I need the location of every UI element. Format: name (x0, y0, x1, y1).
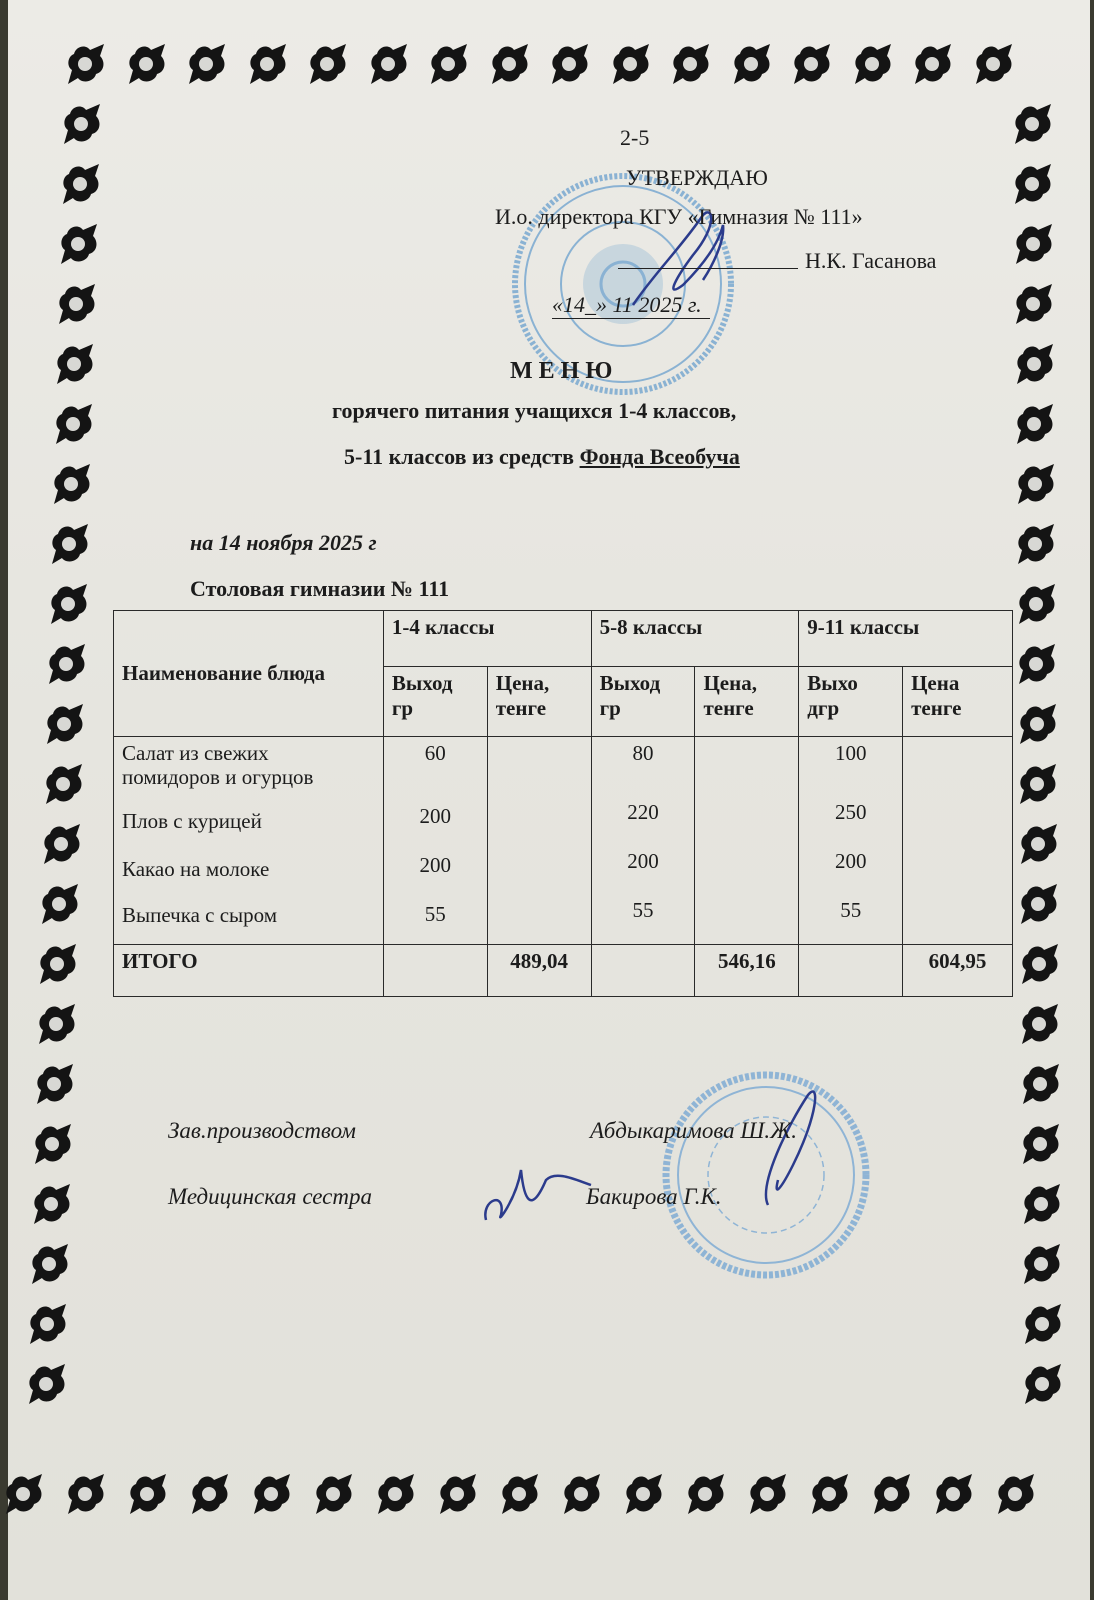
ornament-icon (620, 1470, 666, 1516)
ornament-icon (31, 1060, 77, 1106)
ornament-icon (1013, 580, 1059, 626)
ornament-icon (51, 340, 97, 386)
ornament-icon (372, 1470, 418, 1516)
dish-name: Какао на молоке (122, 857, 270, 881)
ornament-icon (1011, 400, 1057, 446)
ornament-icon (1018, 1240, 1064, 1286)
ornament-icon (728, 40, 774, 86)
ornament-icon (29, 1120, 75, 1166)
ornament-icon (546, 40, 592, 86)
ornament-icon (1013, 640, 1059, 686)
ornament-icon (46, 520, 92, 566)
header-dish: Наименование блюда (114, 611, 384, 737)
ornament-icon (682, 1470, 728, 1516)
ornament-icon (788, 40, 834, 86)
page-number: 2-5 (620, 125, 650, 150)
ornament-icon (806, 1470, 852, 1516)
document-title: М Е Н Ю (510, 358, 613, 384)
signature-role: Медицинская сестра (168, 1184, 372, 1209)
ornament-icon (34, 940, 80, 986)
ornament-icon (1017, 1060, 1063, 1106)
ornament-icon (1015, 820, 1061, 866)
ornament-icon (1019, 1360, 1065, 1406)
total-label: ИТОГО (114, 945, 384, 997)
header-yield: Выход гр (383, 667, 487, 737)
ornament-icon (930, 1470, 976, 1516)
ornament-icon (909, 40, 955, 86)
ornament-icon (48, 460, 94, 506)
ornament-icon (849, 40, 895, 86)
header-group-1-4: 1-4 классы (383, 611, 591, 667)
menu-table (113, 610, 1013, 997)
ornament-icon (1010, 220, 1056, 266)
table-row-total (114, 945, 1013, 997)
approval-heading: УТВЕРЖДАЮ (626, 165, 768, 190)
ornament-icon (667, 40, 713, 86)
ornament-icon (1018, 1180, 1064, 1226)
yield-col-1-4: 60 200 200 55 (383, 737, 487, 945)
ornament-icon (28, 1180, 74, 1226)
fund-name: Фонда Всеобуча (579, 444, 740, 469)
production-head-signature-icon (748, 1085, 828, 1215)
ornament-icon (24, 1300, 70, 1346)
ornament-icon (1009, 160, 1055, 206)
ornament-icon (970, 40, 1016, 86)
total-price-1-4: 489,04 (487, 945, 591, 997)
signature-line (618, 268, 798, 269)
ornament-icon (0, 1470, 46, 1516)
dish-name: Выпечка с сыром (122, 903, 278, 927)
dish-name: Салат из свежих помидоров и огурцов (122, 741, 314, 789)
price-col-9-11 (903, 737, 1013, 945)
canteen-name: Столовая гимназии № 111 (190, 576, 450, 601)
ornament-icon (23, 1360, 69, 1406)
header-price: Цена, тенге (695, 667, 799, 737)
ornament-icon (248, 1470, 294, 1516)
ornament-icon (1014, 700, 1060, 746)
ornament-icon (57, 160, 103, 206)
dish-list (114, 737, 384, 945)
approval-signer: Н.К. Гасанова (805, 248, 937, 273)
ornament-icon (1009, 100, 1055, 146)
approval-date: «14_» 11 2025 г. (552, 292, 710, 319)
header-price: Цена тенге (903, 667, 1013, 737)
ornament-icon (1011, 340, 1057, 386)
ornament-icon (304, 40, 350, 86)
total-price-9-11: 604,95 (903, 945, 1013, 997)
yield-col-5-8: 80 220 200 55 (591, 737, 695, 945)
ornament-icon (38, 820, 84, 866)
ornament-icon (434, 1470, 480, 1516)
ornament-icon (53, 280, 99, 326)
ornament-icon (1015, 880, 1061, 926)
table-row-dishes (114, 737, 1013, 945)
ornament-icon (1010, 280, 1056, 326)
ornament-icon (1012, 520, 1058, 566)
ornament-icon (41, 700, 87, 746)
total-price-5-8: 546,16 (695, 945, 799, 997)
ornament-icon (33, 1000, 79, 1046)
ornament-icon (365, 40, 411, 86)
ornament-icon (1016, 1000, 1062, 1046)
ornament-icon (244, 40, 290, 86)
header-price: Цена, тенге (487, 667, 591, 737)
dish-name: Плов с курицей (122, 809, 262, 833)
ornament-icon (1016, 940, 1062, 986)
signature-role: Зав.производством (168, 1118, 356, 1143)
approval-position: И.о. директора КГУ «Гимназия № 111» (495, 204, 863, 229)
ornament-icon (43, 640, 89, 686)
header-yield: Выход гр (591, 667, 695, 737)
ornament-icon (36, 880, 82, 926)
document-page (8, 0, 1090, 1600)
ornament-icon (1019, 1300, 1065, 1346)
ornament-icon (45, 580, 91, 626)
ornament-icon (50, 400, 96, 446)
signature-name: Бакирова Г.К. (586, 1184, 722, 1209)
header-group-5-8: 5-8 классы (591, 611, 799, 667)
ornament-icon (186, 1470, 232, 1516)
header-yield: Выхо дгр (799, 667, 903, 737)
ornament-icon (558, 1470, 604, 1516)
document-subtitle-line2: 5-11 классов из средств Фонда Всеобуча (344, 444, 740, 469)
ornament-icon (58, 100, 104, 146)
ornament-icon (183, 40, 229, 86)
price-col-5-8 (695, 737, 799, 945)
ornament-icon (425, 40, 471, 86)
ornament-icon (1017, 1120, 1063, 1166)
ornament-icon (55, 220, 101, 266)
ornament-icon (124, 1470, 170, 1516)
ornament-icon (486, 40, 532, 86)
ornament-icon (123, 40, 169, 86)
ornament-icon (1012, 460, 1058, 506)
ornament-icon (40, 760, 86, 806)
menu-date: на 14 ноября 2025 г (190, 530, 377, 555)
header-group-9-11: 9-11 классы (799, 611, 1013, 667)
ornament-icon (62, 1470, 108, 1516)
price-col-1-4 (487, 737, 591, 945)
ornament-icon (992, 1470, 1038, 1516)
ornament-icon (310, 1470, 356, 1516)
document-subtitle-line1: горячего питания учащихся 1-4 классов, (332, 398, 737, 423)
nurse-signature-icon (476, 1160, 596, 1230)
ornament-icon (496, 1470, 542, 1516)
ornament-icon (26, 1240, 72, 1286)
ornament-icon (744, 1470, 790, 1516)
yield-col-9-11: 100 250 200 55 (799, 737, 903, 945)
ornament-icon (607, 40, 653, 86)
ornament-icon (868, 1470, 914, 1516)
ornament-icon (1014, 760, 1060, 806)
ornament-icon (62, 40, 108, 86)
signature-name: Абдыкаримова Ш.Ж. (590, 1118, 797, 1143)
